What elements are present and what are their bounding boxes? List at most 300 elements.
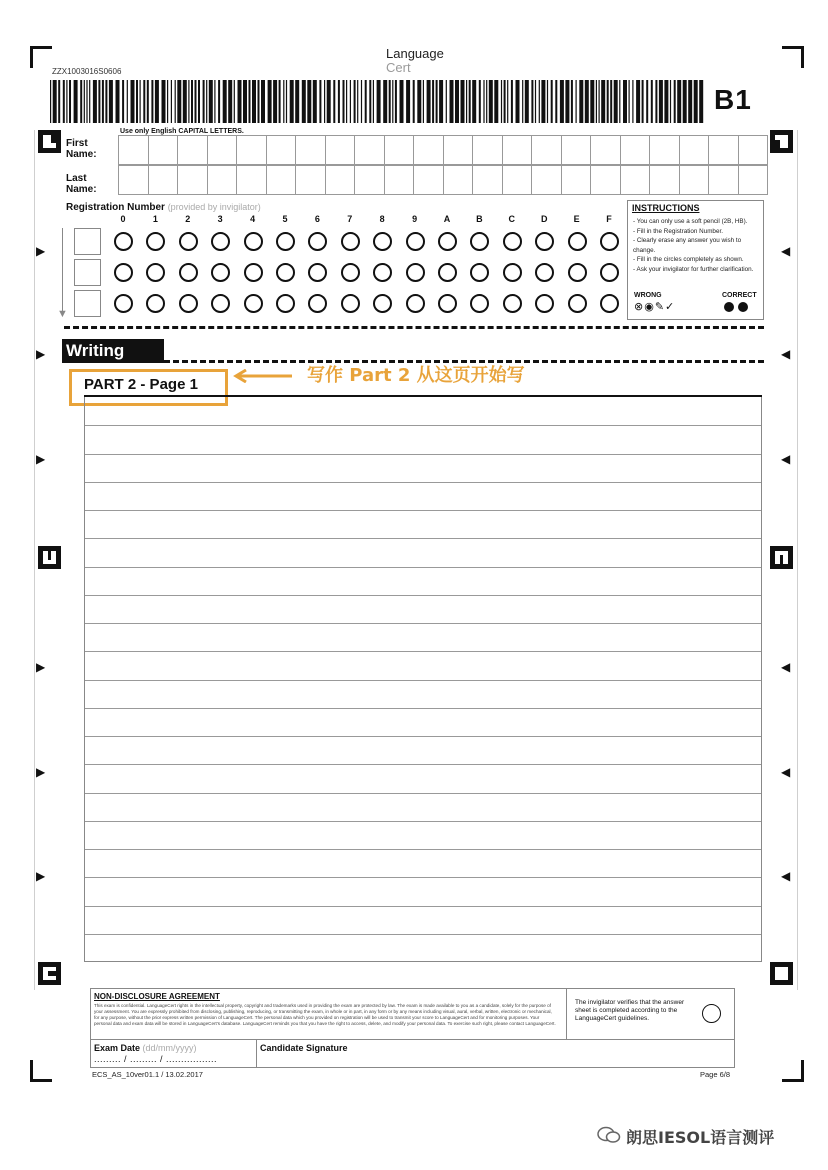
- registration-bubble[interactable]: [438, 263, 457, 282]
- first-name-field[interactable]: [118, 135, 768, 165]
- barcode-bar: [295, 80, 299, 123]
- registration-column-header: E: [573, 214, 580, 224]
- barcode-bar: [136, 80, 138, 123]
- registration-title-text: Registration Number: [66, 202, 165, 213]
- registration-bubble[interactable]: [568, 294, 587, 313]
- writing-line: [85, 651, 761, 652]
- letter-cell[interactable]: [208, 166, 238, 194]
- registration-bubble[interactable]: [179, 263, 198, 282]
- letter-cell[interactable]: [739, 136, 769, 164]
- barcode-bar: [607, 80, 609, 123]
- footer-divider: [256, 1039, 257, 1068]
- barcode-bar: [392, 80, 393, 123]
- barcode-bar: [286, 80, 287, 123]
- barcode-bar: [406, 80, 410, 123]
- timing-arrow-left: ◀: [781, 347, 791, 361]
- letter-cell[interactable]: [355, 136, 385, 164]
- registration-bubble[interactable]: [211, 263, 230, 282]
- letter-cell[interactable]: [709, 166, 739, 194]
- letter-cell[interactable]: [444, 166, 474, 194]
- registration-bubble[interactable]: [179, 294, 198, 313]
- barcode-bar: [664, 80, 668, 123]
- writing-line: [85, 821, 761, 822]
- barcode-bar: [651, 80, 653, 123]
- instruction-item: - Fill in the circles completely as shown.: [633, 256, 744, 264]
- writing-line: [85, 934, 761, 935]
- barcode-bar: [105, 80, 107, 123]
- barcode-bar: [395, 80, 397, 123]
- barcode-bar: [151, 80, 153, 123]
- registration-bubble[interactable]: [438, 294, 457, 313]
- barcode-bar: [354, 80, 356, 123]
- registration-bubble[interactable]: [244, 294, 263, 313]
- nda-title: NON-DISCLOSURE AGREEMENT: [94, 992, 220, 1001]
- barcode-bar: [209, 80, 213, 123]
- writing-title: Writing: [62, 339, 164, 363]
- writing-answer-area[interactable]: [84, 397, 762, 962]
- barcode-bar: [74, 80, 78, 123]
- last-name-field[interactable]: [118, 165, 768, 195]
- barcode-bar: [313, 80, 317, 123]
- registration-column-header: 5: [282, 214, 288, 224]
- barcode-bar: [116, 80, 120, 123]
- letter-cell[interactable]: [680, 136, 710, 164]
- alignment-marker-mid-right: [770, 546, 793, 569]
- barcode-bar: [324, 80, 325, 123]
- barcode-bar: [642, 80, 644, 123]
- registration-bubble[interactable]: [341, 294, 360, 313]
- barcode-bar: [614, 80, 618, 123]
- barcode-bar: [369, 80, 371, 123]
- letter-cell[interactable]: [562, 166, 592, 194]
- barcode-bar: [469, 80, 471, 123]
- registration-bubble[interactable]: [244, 232, 263, 251]
- barcode-bar: [333, 80, 335, 123]
- footer-divider: [566, 988, 567, 1039]
- barcode-bar: [525, 80, 529, 123]
- part-label: PART 2 - Page 1: [84, 376, 198, 393]
- barcode-bar: [58, 80, 60, 123]
- letter-cell[interactable]: [178, 136, 208, 164]
- barcode-bar: [479, 80, 481, 123]
- barcode-bar: [632, 80, 633, 123]
- writing-line: [85, 595, 761, 596]
- registration-bubble[interactable]: [114, 263, 133, 282]
- barcode-bar: [531, 80, 533, 123]
- letter-cell[interactable]: [149, 166, 179, 194]
- barcode-bar: [400, 80, 404, 123]
- letter-cell[interactable]: [237, 136, 267, 164]
- footer-divider: [90, 1039, 735, 1040]
- barcode-bar: [601, 80, 605, 123]
- section-separator: [64, 326, 764, 329]
- letter-cell[interactable]: [621, 136, 651, 164]
- barcode-bar: [177, 80, 181, 123]
- letter-cell[interactable]: [621, 166, 651, 194]
- letter-cell[interactable]: [326, 136, 356, 164]
- writing-line: [85, 708, 761, 709]
- barcode-bar: [214, 80, 215, 123]
- letter-cell[interactable]: [326, 166, 356, 194]
- registration-bubble[interactable]: [146, 263, 165, 282]
- barcode-bar: [590, 80, 594, 123]
- registration-bubble[interactable]: [276, 263, 295, 282]
- correct-label: CORRECT: [722, 292, 757, 299]
- writing-line: [85, 793, 761, 794]
- barcode-bar: [143, 80, 145, 123]
- barcode-bar: [127, 80, 128, 123]
- registration-bubble[interactable]: [438, 232, 457, 251]
- barcode-bar: [109, 80, 113, 123]
- timing-arrow-right: ▶: [36, 660, 46, 674]
- filled-circle-icon: [738, 302, 748, 312]
- letter-cell[interactable]: [444, 136, 474, 164]
- barcode-bar: [555, 80, 557, 123]
- letter-cell[interactable]: [267, 166, 297, 194]
- alignment-marker-mid-left: [38, 546, 61, 569]
- registration-bubble[interactable]: [503, 263, 522, 282]
- barcode-bar: [565, 80, 569, 123]
- barcode-bar: [432, 80, 434, 123]
- barcode-bar: [338, 80, 340, 123]
- registration-bubble[interactable]: [470, 294, 489, 313]
- instructions-list: [633, 217, 761, 275]
- registration-bubble[interactable]: [211, 232, 230, 251]
- barcode-bar: [599, 80, 600, 123]
- registration-column-header: 3: [217, 214, 223, 224]
- instructions-title: INSTRUCTIONS: [632, 203, 700, 213]
- barcode-bar: [383, 80, 387, 123]
- barcode-bar: [377, 80, 381, 123]
- barcode-bar: [283, 80, 284, 123]
- barcode-bar: [273, 80, 277, 123]
- barcode-bar: [539, 80, 540, 123]
- registration-bubble[interactable]: [146, 232, 165, 251]
- letter-cell[interactable]: [355, 166, 385, 194]
- writing-line: [85, 510, 761, 511]
- barcode-bar: [511, 80, 513, 123]
- registration-column-header: 2: [185, 214, 191, 224]
- letter-cell[interactable]: [296, 136, 326, 164]
- barcode-bar: [535, 80, 536, 123]
- exam-date-hint: (dd/mm/yyyy): [142, 1043, 197, 1053]
- barcode-bar: [268, 80, 272, 123]
- barcode-bar: [53, 80, 57, 123]
- barcode-bar: [461, 80, 465, 123]
- letter-cell[interactable]: [680, 166, 710, 194]
- page-number: Page 6/8: [700, 1070, 731, 1079]
- registration-bubble[interactable]: [244, 263, 263, 282]
- sheet-code: ZZX1003016S0606: [52, 67, 122, 76]
- registration-bubble[interactable]: [373, 294, 392, 313]
- alignment-marker-bottom-left: [38, 962, 61, 985]
- registration-bubble[interactable]: [503, 294, 522, 313]
- letter-cell[interactable]: [296, 166, 326, 194]
- letter-cell[interactable]: [267, 136, 297, 164]
- candidate-signature-field[interactable]: Candidate Signature: [260, 1043, 348, 1053]
- registration-column-header: 7: [347, 214, 353, 224]
- letter-cell[interactable]: [532, 166, 562, 194]
- letter-cell[interactable]: [385, 166, 415, 194]
- barcode-bar: [646, 80, 648, 123]
- barcode-bar: [50, 80, 51, 123]
- letter-cell[interactable]: [237, 166, 267, 194]
- invigilator-check-circle[interactable]: [702, 1004, 721, 1023]
- barcode-bar: [629, 80, 630, 123]
- registration-bubble[interactable]: [276, 294, 295, 313]
- crop-mark-bottom-right: [782, 1060, 804, 1082]
- barcode-bar: [423, 80, 424, 123]
- registration-column-header: 0: [120, 214, 126, 224]
- registration-digit-box[interactable]: [74, 290, 101, 317]
- timing-arrow-right: ▶: [36, 452, 46, 466]
- writing-line: [85, 736, 761, 737]
- barcode-bar: [610, 80, 612, 123]
- instruction-item: - Ask your invigilator for further clarification.: [633, 265, 754, 273]
- letter-cell[interactable]: [591, 166, 621, 194]
- right-guide-line: [797, 130, 798, 990]
- barcode-bar: [551, 80, 553, 123]
- registration-bubble[interactable]: [406, 232, 425, 251]
- barcode-bar: [688, 80, 692, 123]
- barcode-bar: [188, 80, 189, 123]
- registration-bubble[interactable]: [308, 294, 327, 313]
- registration-bubble[interactable]: [535, 232, 554, 251]
- registration-bubble[interactable]: [600, 263, 619, 282]
- writing-line: [85, 764, 761, 765]
- barcode-bar: [450, 80, 454, 123]
- registration-bubble[interactable]: [211, 294, 230, 313]
- barcode-bar: [571, 80, 573, 123]
- timing-arrow-left: ◀: [781, 660, 791, 674]
- letter-cell[interactable]: [532, 136, 562, 164]
- barcode-bar: [140, 80, 141, 123]
- alignment-marker-top-right: [770, 130, 793, 153]
- timing-arrow-right: ▶: [36, 244, 46, 258]
- barcode-bar: [560, 80, 564, 123]
- letter-cell[interactable]: [119, 136, 149, 164]
- writing-line: [85, 849, 761, 850]
- barcode-bar: [302, 80, 306, 123]
- barcode-bar: [89, 80, 90, 123]
- barcode-bar: [541, 80, 545, 123]
- barcode-bar: [417, 80, 421, 123]
- letter-cell[interactable]: [473, 166, 503, 194]
- exam-date-label: [94, 1043, 197, 1053]
- barcode-bar: [694, 80, 698, 123]
- logo-line1: Language: [386, 46, 444, 61]
- barcode-bar: [307, 80, 311, 123]
- registration-column-header: F: [606, 214, 612, 224]
- crop-mark-top-right: [782, 46, 804, 68]
- barcode-bar: [319, 80, 321, 123]
- letter-cell[interactable]: [385, 136, 415, 164]
- barcode-bar: [203, 80, 205, 123]
- registration-bubble[interactable]: [308, 263, 327, 282]
- barcode-bar: [439, 80, 443, 123]
- letter-cell[interactable]: [591, 136, 621, 164]
- letter-cell[interactable]: [149, 136, 179, 164]
- letter-cell[interactable]: [562, 136, 592, 164]
- version-code: ECS_AS_10ver01.1 / 13.02.2017: [92, 1070, 203, 1079]
- letter-cell[interactable]: [473, 136, 503, 164]
- crop-mark-top-left: [30, 46, 52, 68]
- registration-bubble[interactable]: [470, 232, 489, 251]
- writing-line: [85, 538, 761, 539]
- barcode-bar: [472, 80, 476, 123]
- barcode-bar: [494, 80, 498, 123]
- writing-line: [85, 623, 761, 624]
- languagecert-logo: [386, 47, 444, 75]
- registration-bubble[interactable]: [146, 294, 165, 313]
- exam-date-text: Exam Date: [94, 1043, 141, 1053]
- barcode-bar: [69, 80, 71, 123]
- wrong-label: WRONG: [634, 292, 662, 299]
- timing-arrow-left: ◀: [781, 452, 791, 466]
- letter-cell[interactable]: [414, 136, 444, 164]
- registration-column-header: 6: [314, 214, 320, 224]
- barcode-bar: [243, 80, 247, 123]
- barcode-bar: [466, 80, 467, 123]
- filled-circle-icon: [724, 302, 734, 312]
- letter-cell[interactable]: [709, 136, 739, 164]
- letter-cell[interactable]: [739, 166, 769, 194]
- timing-arrow-left: ◀: [781, 765, 791, 779]
- writing-line: [85, 425, 761, 426]
- letter-cell[interactable]: [414, 166, 444, 194]
- registration-column-header: C: [508, 214, 516, 224]
- registration-bubble[interactable]: [341, 232, 360, 251]
- barcode-bar: [122, 80, 124, 123]
- logo-line2: Cert: [386, 60, 411, 75]
- registration-bubble[interactable]: [341, 263, 360, 282]
- left-guide-line: [34, 130, 35, 990]
- barcode-bar: [516, 80, 520, 123]
- alignment-marker-top-left: [38, 130, 61, 153]
- barcode-bar: [585, 80, 589, 123]
- barcode-bar: [80, 80, 82, 123]
- registration-bubble[interactable]: [535, 294, 554, 313]
- annotation-arrow-icon: [232, 369, 292, 383]
- instruction-item: - You can only use a soft pencil (2B, HB).: [633, 218, 748, 225]
- barcode-bar: [258, 80, 260, 123]
- barcode-bar: [343, 80, 345, 123]
- barcode-bar: [238, 80, 242, 123]
- barcode-bar: [162, 80, 166, 123]
- barcode-bar: [576, 80, 577, 123]
- barcode-bar: [547, 80, 548, 123]
- barcode-bar: [361, 80, 362, 123]
- annotation-text: 写作 Part 2 从这页开始写: [307, 365, 525, 386]
- barcode-bar: [522, 80, 523, 123]
- timing-arrow-left: ◀: [781, 244, 791, 258]
- registration-digit-box[interactable]: [74, 228, 101, 255]
- instruction-item: - Clearly erase any answer you wish to change.: [633, 237, 742, 254]
- barcode-bar: [98, 80, 100, 123]
- barcode-bar: [155, 80, 159, 123]
- barcode-bar: [659, 80, 663, 123]
- first-name-label: First Name:: [66, 138, 97, 160]
- barcode-bar: [507, 80, 508, 123]
- barcode-bar: [223, 80, 227, 123]
- barcode-bar: [683, 80, 687, 123]
- wechat-icon: [597, 1126, 621, 1144]
- registration-bubble[interactable]: [406, 294, 425, 313]
- barcode-bar: [327, 80, 331, 123]
- letter-cell[interactable]: [650, 136, 680, 164]
- crop-mark-bottom-left: [30, 1060, 52, 1082]
- barcode: [50, 80, 706, 123]
- registration-bubble[interactable]: [568, 263, 587, 282]
- registration-bubble[interactable]: [600, 294, 619, 313]
- registration-digit-box[interactable]: [74, 259, 101, 286]
- barcode-bar: [147, 80, 149, 123]
- letter-cell[interactable]: [503, 166, 533, 194]
- registration-bubble[interactable]: [470, 263, 489, 282]
- registration-bubble[interactable]: [600, 232, 619, 251]
- wrong-marks-icon: ⊗◉✎✓: [634, 301, 676, 313]
- barcode-bar: [228, 80, 232, 123]
- registration-column-header: 4: [250, 214, 256, 224]
- registration-bubble[interactable]: [373, 232, 392, 251]
- registration-bubble[interactable]: [114, 294, 133, 313]
- barcode-bar: [489, 80, 493, 123]
- writing-line: [85, 877, 761, 878]
- timing-arrow-right: ▶: [36, 765, 46, 779]
- barcode-bar: [365, 80, 367, 123]
- letter-cell[interactable]: [650, 166, 680, 194]
- registration-bubble[interactable]: [179, 232, 198, 251]
- barcode-bar: [195, 80, 197, 123]
- invigilator-text: The invigilator verifies that the answer sheet is completed according to the LanguageCert guidelines.: [575, 999, 685, 1022]
- timing-arrow-right: ▶: [36, 869, 46, 883]
- letter-cell[interactable]: [178, 166, 208, 194]
- barcode-bar: [373, 80, 374, 123]
- writing-line: [85, 906, 761, 907]
- registration-bubble[interactable]: [276, 232, 295, 251]
- barcode-bar: [234, 80, 235, 123]
- barcode-bar: [350, 80, 351, 123]
- writing-line: [85, 567, 761, 568]
- registration-bubble[interactable]: [503, 232, 522, 251]
- registration-bubble[interactable]: [373, 263, 392, 282]
- letter-cell[interactable]: [208, 136, 238, 164]
- exam-date-field[interactable]: ......... / ......... / .................: [94, 1054, 218, 1064]
- barcode-bar: [261, 80, 265, 123]
- barcode-bar: [249, 80, 251, 123]
- registration-bubble[interactable]: [535, 263, 554, 282]
- registration-bubble[interactable]: [308, 232, 327, 251]
- barcode-bar: [175, 80, 176, 123]
- registration-bubble[interactable]: [114, 232, 133, 251]
- capital-letters-note: Use only English CAPITAL LETTERS.: [120, 128, 244, 135]
- barcode-bar: [346, 80, 347, 123]
- barcode-bar: [674, 80, 676, 123]
- barcode-bar: [619, 80, 620, 123]
- letter-cell[interactable]: [503, 136, 533, 164]
- registration-bubble[interactable]: [568, 232, 587, 251]
- barcode-bar: [389, 80, 391, 123]
- barcode-bar: [252, 80, 256, 123]
- letter-cell[interactable]: [119, 166, 149, 194]
- registration-bubble[interactable]: [406, 263, 425, 282]
- watermark-text: 朗思IESOL语言测评: [626, 1128, 775, 1147]
- registration-guide-line: [62, 228, 63, 312]
- barcode-bar: [93, 80, 97, 123]
- barcode-bar: [167, 80, 168, 123]
- writing-line: [85, 482, 761, 483]
- barcode-bar: [677, 80, 681, 123]
